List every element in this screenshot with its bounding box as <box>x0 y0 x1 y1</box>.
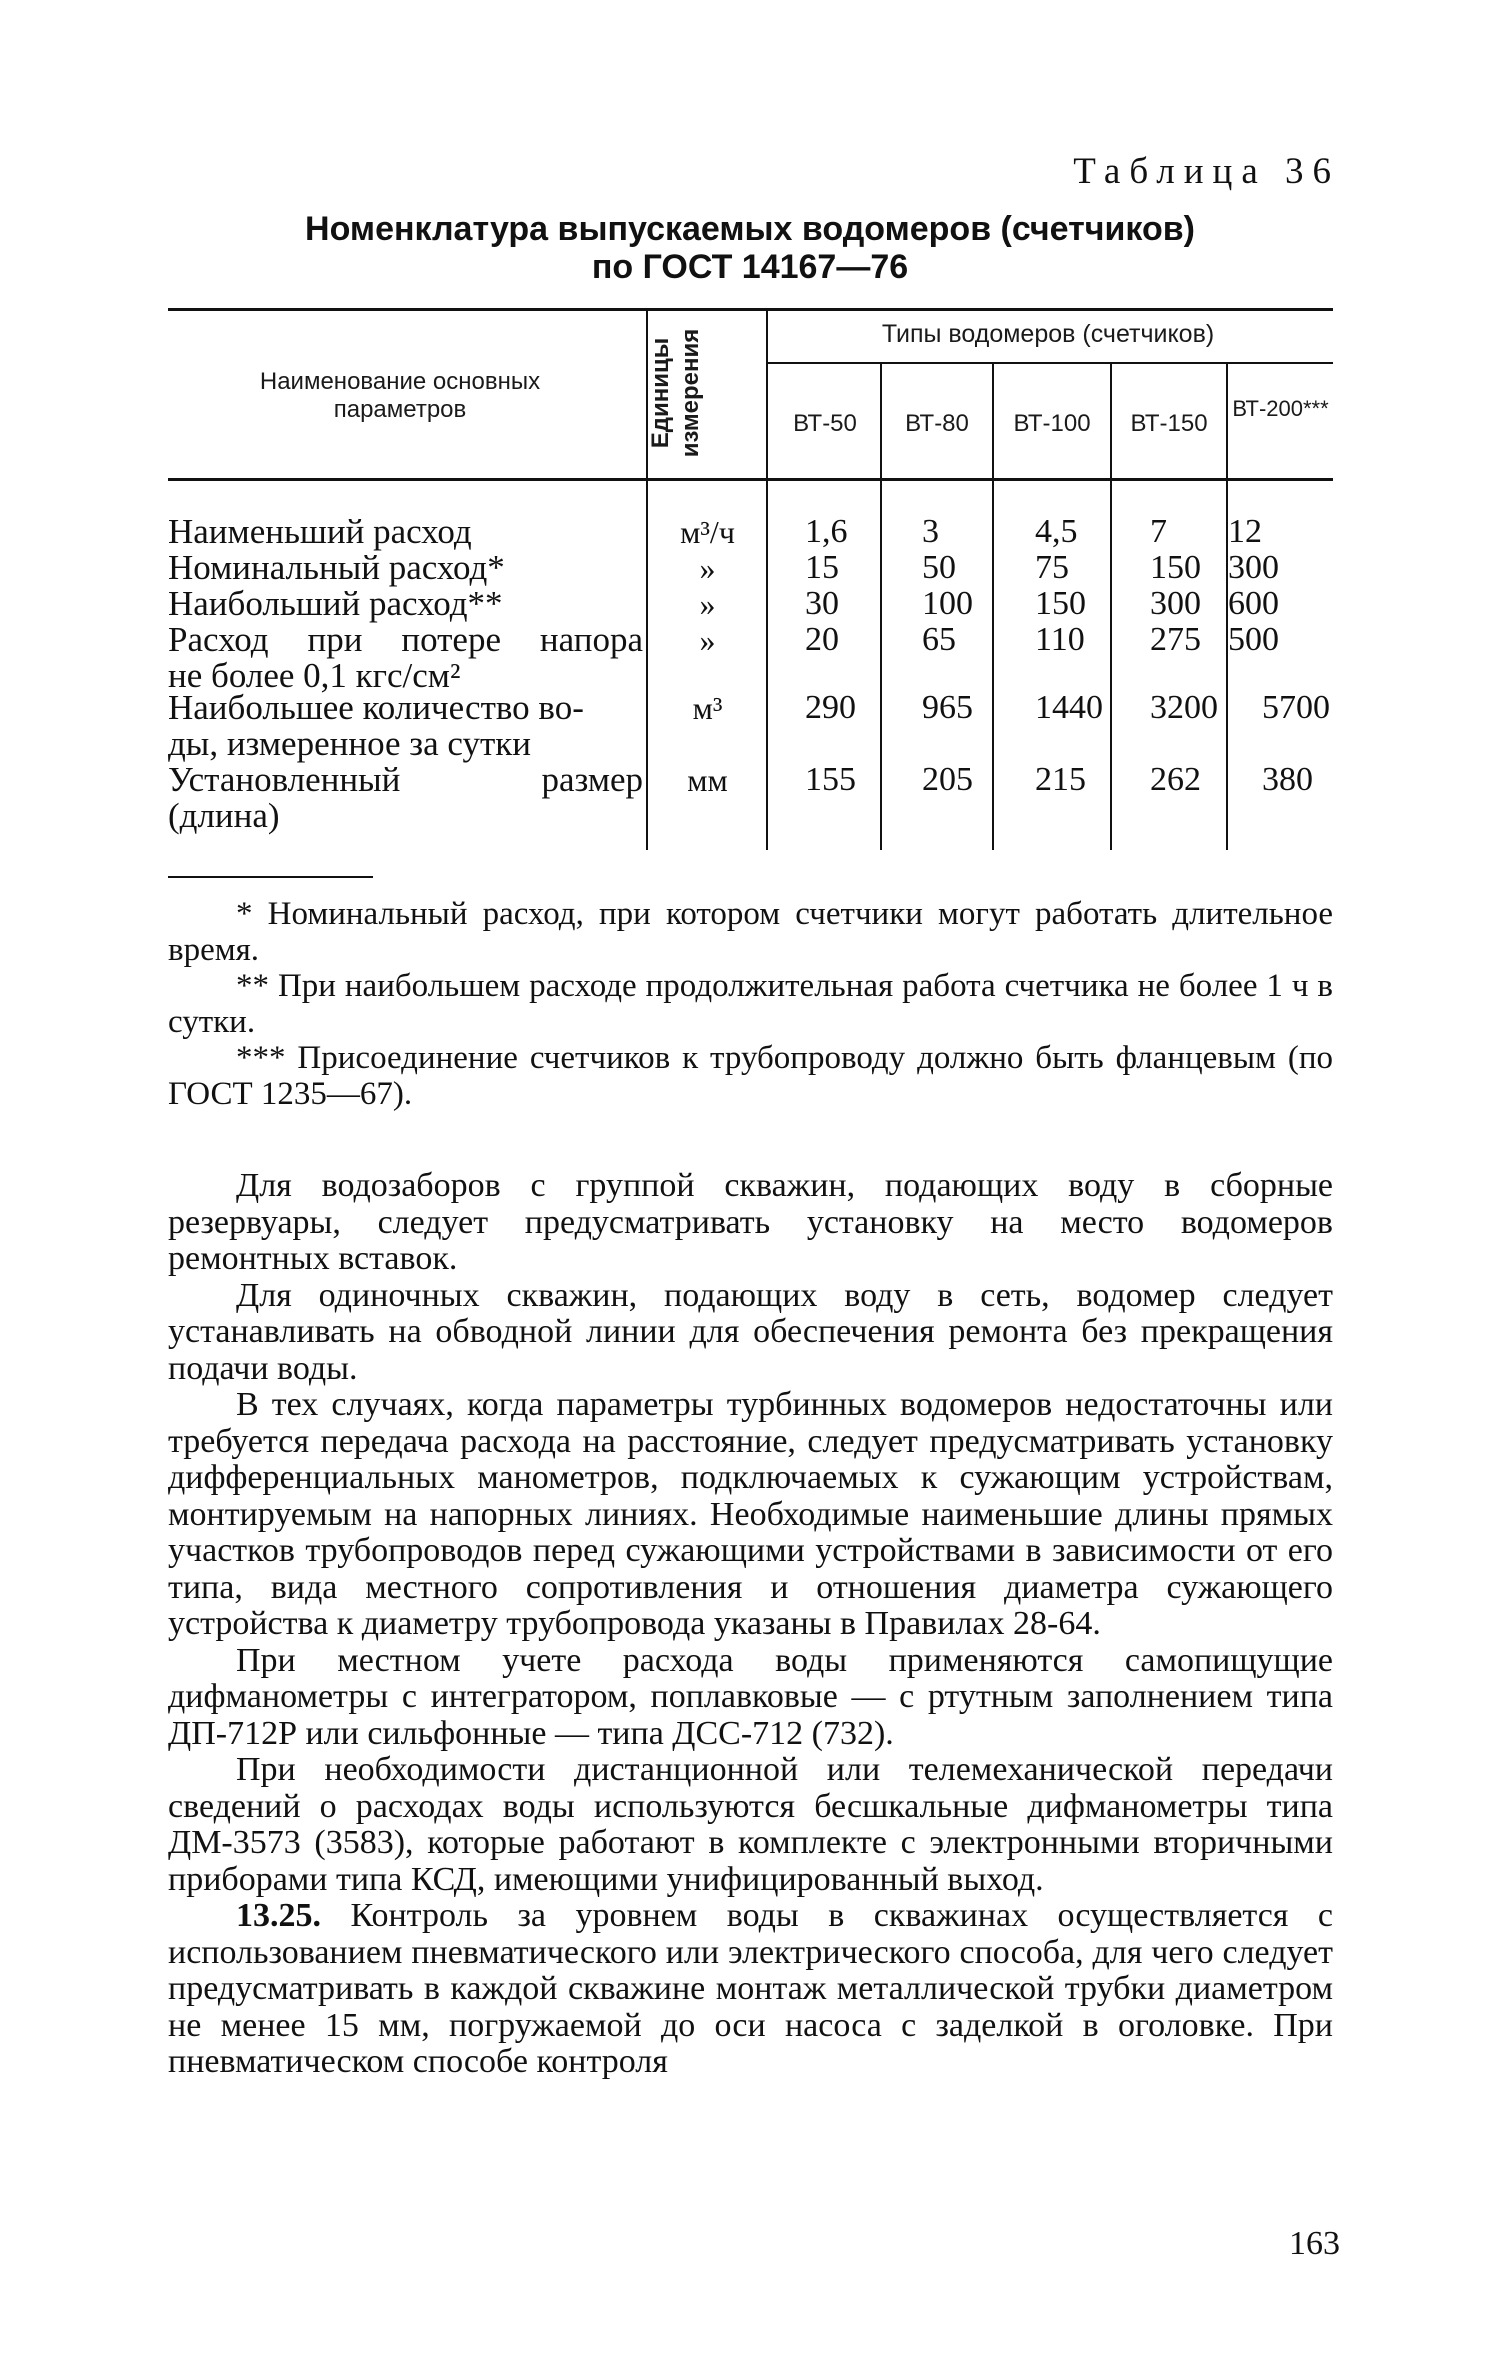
cell-value: 1440 <box>1035 689 1103 726</box>
row-name: Расход при потере напора <box>168 620 643 659</box>
values-column-rule <box>766 310 768 850</box>
cell-value: 965 <box>922 689 973 726</box>
cell-value: 15 <box>805 549 839 586</box>
cell-value: 7 <box>1150 513 1167 550</box>
cell-value: 50 <box>922 549 956 586</box>
cell-value: 275 <box>1150 621 1201 658</box>
header-col-bt80: ВТ-80 <box>905 410 969 437</box>
cell-value: 12 <box>1228 513 1262 550</box>
cell-value: 100 <box>922 585 973 622</box>
row-unit: » <box>699 622 716 658</box>
cell-value: 262 <box>1150 761 1201 798</box>
cell-value: 600 <box>1228 585 1279 622</box>
page-number: 163 <box>1289 2225 1340 2262</box>
cell-value: 300 <box>1228 549 1279 586</box>
cell-value: 150 <box>1150 549 1201 586</box>
cell-value: 20 <box>805 621 839 658</box>
row-name-cont: не более 0,1 кгс/см² <box>168 656 461 695</box>
types-header-rule <box>768 362 1333 364</box>
row-unit: мм <box>687 762 728 798</box>
row-name: Наибольший расход** <box>168 584 503 623</box>
row-unit: » <box>699 550 716 586</box>
row-name: Наименьший расход <box>168 512 472 551</box>
paragraph: Для одиночных скважин, подающих воду в сеть, водомер следует устанавливать на обводной линии для обеспечения ремонта без прекращения подачи воды. <box>168 1276 1333 1387</box>
body-text <box>168 1168 1333 2081</box>
section-paragraph <box>168 1898 1333 2081</box>
row-name: Номинальный расход* <box>168 548 505 587</box>
row-name: Установленный размер <box>168 760 643 799</box>
cell-value: 65 <box>922 621 956 658</box>
header-col-bt200: ВТ-200*** <box>1232 396 1329 421</box>
footnote-3: *** Присоединение счетчиков к трубопроводу должно быть фланцевым (по ГОСТ 1235—67). <box>168 1040 1333 1112</box>
footnote-2: ** При наибольшем расходе продолжительная работа счетчика не более 1 ч в сутки. <box>168 968 1333 1040</box>
paragraph: Для водозаборов с группой скважин, подающих воду в сборные резервуары, следует предусматривать установку на место водомеров ремонтных вставок. <box>168 1167 1333 1277</box>
cell-value: 215 <box>1035 761 1086 798</box>
footnote-1: * Номинальный расход, при котором счетчики могут работать длительное время. <box>168 896 1333 968</box>
table-title-line2: по ГОСТ 14167—76 <box>591 248 909 286</box>
cell-value: 1,6 <box>805 513 848 550</box>
row-unit: » <box>699 586 716 622</box>
row-name: Наибольшее количество во- <box>168 688 584 727</box>
footnotes <box>168 896 1333 1112</box>
paragraph: При местном учете расхода воды применяются самопищущие дифманометры с интегратором, поплавковые — с ртутным заполнением типа ДП-712Р или сильфонные — типа ДСС-712 (732). <box>168 1641 1333 1752</box>
section-number: 13.25. <box>236 1897 321 1934</box>
paragraph: При необходимости дистанционной или телемеханической передачи сведений о расходах воды используются бесшкальные дифманометры типа ДМ-3573 (3583), которые работают в комплекте с электронными вторичными приборами типа КСД, имеющими унифицированный выход. <box>168 1751 1333 1898</box>
section-text: Контроль за уровнем воды в скважинах осуществляется с использованием пневматического или электрического способа, для чего следует предусматривать в каждой скважине монтаж металлической трубки диаметром не менее 15 мм, погружаемой до оси насоса с заделкой в оголовке. При пневматическом способе контроля <box>168 1897 1333 2080</box>
table-title <box>200 210 1300 286</box>
cell-value: 380 <box>1262 761 1313 798</box>
cell-value: 150 <box>1035 585 1086 622</box>
cell-value: 4,5 <box>1035 513 1078 550</box>
cell-value: 110 <box>1035 621 1085 658</box>
cell-value: 75 <box>1035 549 1069 586</box>
table-top-rule <box>168 308 1333 311</box>
footnote-separator <box>168 876 373 878</box>
row-unit: м³/ч <box>680 514 735 550</box>
cell-value: 205 <box>922 761 973 798</box>
header-col-bt50: ВТ-50 <box>793 410 857 437</box>
header-bottom-rule <box>168 478 1333 481</box>
cell-value: 290 <box>805 689 856 726</box>
header-unit: Единицы измерения <box>647 328 704 458</box>
cell-value: 300 <box>1150 585 1201 622</box>
cell-value: 3 <box>922 513 939 550</box>
cell-value: 5700 <box>1262 689 1330 726</box>
table-title-line1: Номенклатура выпускаемых водомеров (счетчиков) <box>305 210 1195 248</box>
row-name-cont: (длина) <box>168 796 280 835</box>
table-label: Таблица 36 <box>1073 151 1340 192</box>
header-param: Наименование основных параметров <box>259 368 541 423</box>
header-col-bt100: ВТ-100 <box>1013 410 1091 437</box>
header-col-bt150: ВТ-150 <box>1130 410 1208 437</box>
row-unit: м³ <box>692 690 723 726</box>
cell-value: 155 <box>805 761 856 798</box>
header-types: Типы водомеров (счетчиков) <box>881 320 1215 348</box>
paragraph: В тех случаях, когда параметры турбинных водомеров недостаточны или требуется передача расхода на расстояние, следует предусматривать установку дифференциальных манометров, подключаемых к сужающим устройствам, монтируемым на напорных линиях. Необходимые наименьшие длины прямых участков трубопроводов перед сужающими устройствами в зависимости от его типа, вида местного сопротивления и отношения диаметра сужающего устройства к диаметру трубопровода указаны в Правилах 28-64. <box>168 1386 1333 1642</box>
row-name-cont: ды, измеренное за сутки <box>168 724 531 763</box>
cell-value: 500 <box>1228 621 1279 658</box>
cell-value: 3200 <box>1150 689 1218 726</box>
cell-value: 30 <box>805 585 839 622</box>
